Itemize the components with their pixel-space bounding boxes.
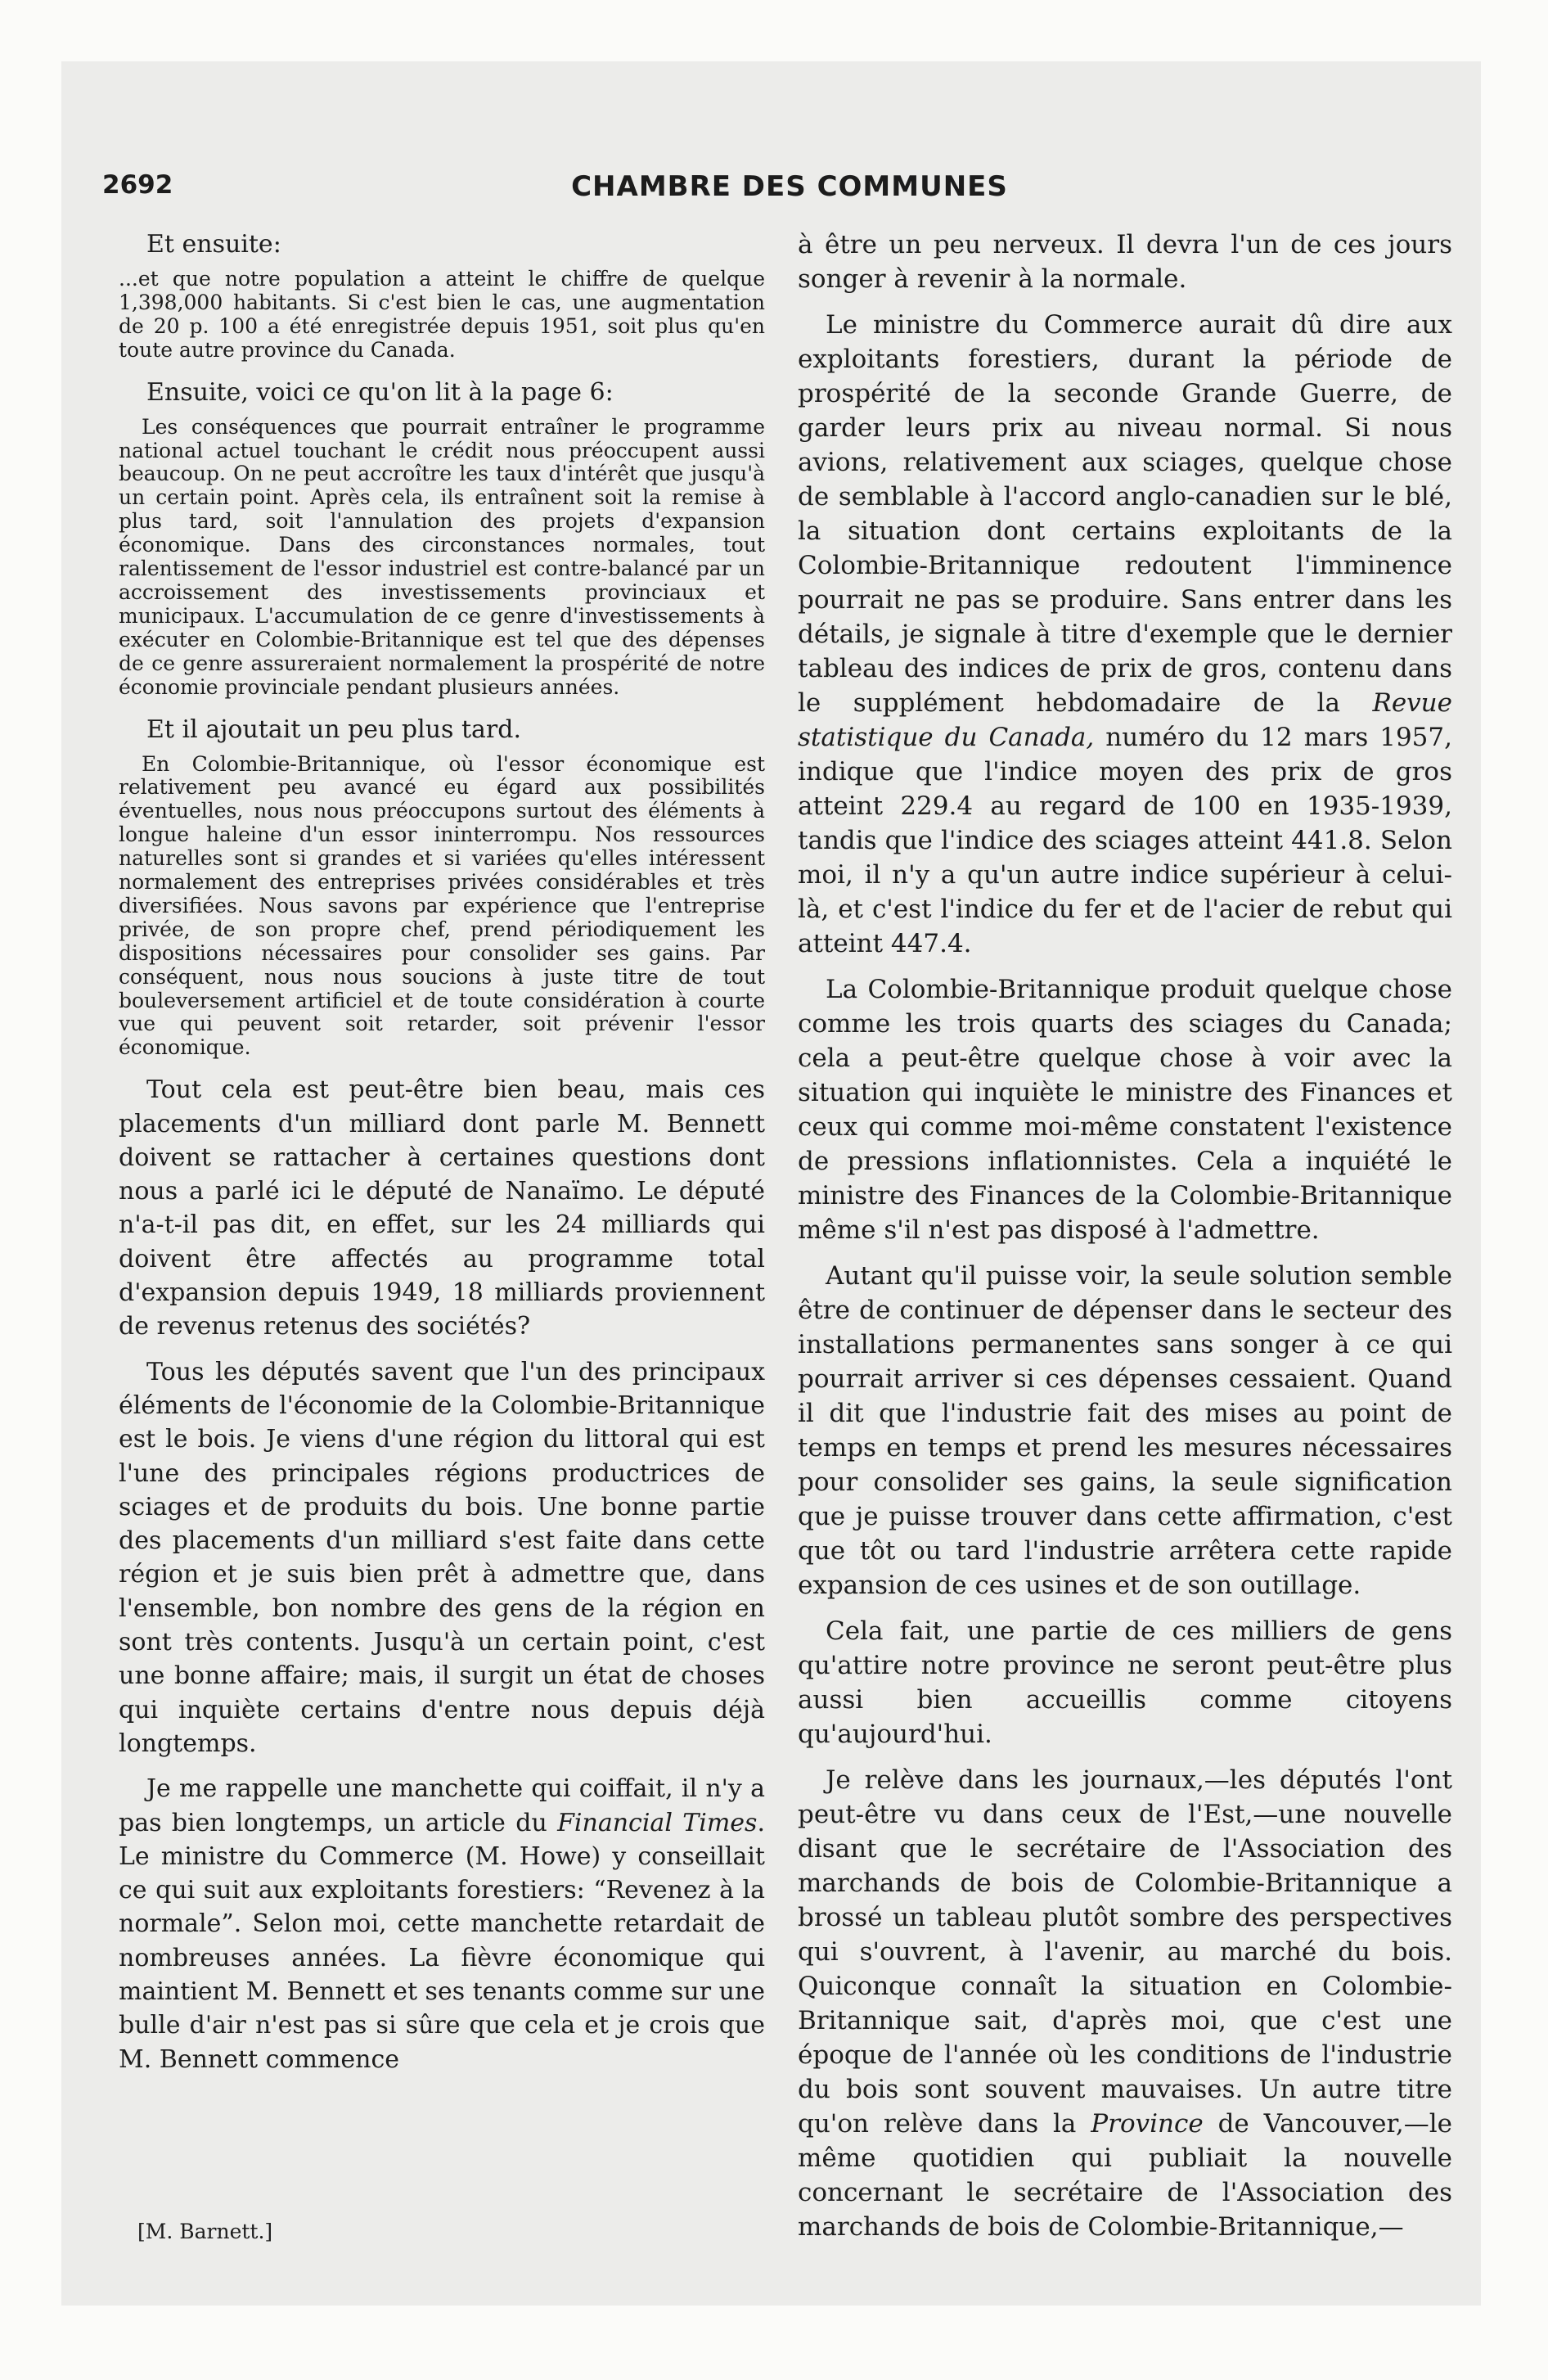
speaker-note: [M. Barnett.] — [137, 2220, 273, 2243]
paragraph: La Colombie-Britannique produit quelque chose comme les trois quarts des sciages du Canada; cela a peut-être quelque chose à voir avec la situation qui inquiète le ministre des Finances et ceux qui comme moi-même constatent l'existence de pressions inflationnistes. Cela a inquiété le ministre des Finances de la Colombie-Britannique même s'il n'est pas disposé à l'admettre. — [798, 975, 1452, 1245]
quotation: ...et que notre population a atteint le chiffre de quelque 1,398,000 habitants. Si c'est bien le cas, une augmentation de 20 p. 100 a été enregistrée depuis 1951, soit plus qu'en toute autre province du Canada. — [119, 267, 765, 362]
quotation — [119, 753, 765, 1061]
publication-title: Revue statistique du Canada, — [798, 688, 1452, 752]
paragraph: Et il ajoutait un peu plus tard. — [146, 714, 521, 744]
quotation — [119, 416, 765, 700]
running-head: CHAMBRE DES COMMUNES — [571, 170, 1008, 203]
paragraph: Et ensuite: — [146, 230, 281, 259]
page-header — [102, 170, 1444, 211]
paragraph: Tout cela est peut-être bien beau, mais ces placements d'un milliard dont parle M. Bennett doivent se rattacher à certaines questions dont nous a parlé ici le député de Nanaïmo. Le député n'a-t-il pas dit, en effet, sur les 24 milliards qui doivent être affectés au programme total d'expansion depuis 1949, 18 milliards proviennent de revenus retenus des sociétés? — [119, 1075, 765, 1341]
text-run: . Le ministre du Commerce (M. Howe) y conseillait ce qui suit aux exploitants forestiers: “Revenez à la normale”. Selon moi, cette manchette retardait de nombreuses années. La fièvre économique qui maintient M. Bennett et ses tenants comme sur une bulle d'air n'est pas si sûre que cela et je crois que M. Bennett commence — [119, 1808, 765, 2074]
quotation-text: Les conséquences que pourrait entraîner le programme national actuel touchant le crédit nous préoccupent aussi beaucoup. On ne peut accroître les taux d'intérêt que jusqu'à un certain point. Après cela, ils entraînent soit la remise à plus tard, soit l'annulation des projets d'expansion économique. Dans des circonstances normales, tout ralentissement de l'essor industriel est contre-balancé par un accroissement des investissements provinciaux et municipaux. L'accumulation de ce genre d'investissements à exécuter en Colombie-Britannique est tel que des dépenses de ce genre assureraient normalement la prospérité de notre économie provinciale pendant plusieurs années. — [119, 414, 765, 699]
publication-title: Province — [1091, 2109, 1204, 2139]
paragraph: à être un peu nerveux. Il devra l'un de ces jours songer à revenir à la normale. — [798, 230, 1452, 294]
paragraph — [119, 1772, 765, 2076]
right-column — [798, 228, 1452, 2256]
text-run: Je me rappelle une manchette qui coiffait, il n'y a pas bien longtemps, un article du — [119, 1774, 765, 1837]
paragraph — [798, 308, 1452, 961]
publication-title: Financial Times — [557, 1808, 758, 1837]
paragraph: Ensuite, voici ce qu'on lit à la page 6: — [146, 377, 614, 407]
paragraph: Autant qu'il puisse voir, la seule solution semble être de continuer de dépenser dans le secteur des installations permanentes sans songer à ce qui pourrait arriver si ces dépenses cessaient. Quand il dit que l'industrie fait des mises au point de temps en temps et prend les mesures nécessaires pour consolider ses gains, la seule signification que je puisse trouver dans cette affirmation, c'est que tôt ou tard l'industrie arrêtera cette rapide expansion de ces usines et de son outillage. — [798, 1261, 1452, 1600]
left-column — [119, 228, 765, 2088]
text-run: numéro du 12 mars 1957, indique que l'indice moyen des prix de gros atteint 229.4 au regard de 100 en 1935-1939, tandis que l'indice des sciages atteint 441.8. Selon moi, il n'y a qu'un autre indice supérieur à celui-là, et c'est l'indice du fer et de l'acier de rebut qui atteint 447.4. — [798, 723, 1452, 958]
paragraph: Cela fait, une partie de ces milliers de gens qu'attire notre province ne seront peut-être plus aussi bien accueillis comme citoyens qu'aujourd'hui. — [798, 1616, 1452, 1749]
paragraph: Tous les députés savent que l'un des principaux éléments de l'économie de la Colombie-Britannique est le bois. Je viens d'une région du littoral qui est l'une des principales régions productrices de sciages et de produits du bois. Une bonne partie des placements d'un milliard s'est faite dans cette région et je suis bien prêt à admettre que, dans l'ensemble, bon nombre des gens de la région en sont très contents. Jusqu'à un certain point, c'est une bonne affaire; mais, il surgit un état de choses qui inquiète certains d'entre nous depuis déjà longtemps. — [119, 1357, 765, 1758]
text-run: Je relève dans les journaux,—les députés l'ont peut-être vu dans ceux de l'Est,—une nouvelle disant que le secrétaire de l'Association des marchands de bois de Colombie-Britannique a brossé un tableau plutôt sombre des perspectives qui s'ouvrent, à l'avenir, au marché du bois. Quiconque connaît la situation en Colombie-Britannique sait, d'après moi, que c'est une époque de l'année où les conditions de l'industrie du bois sont souvent mauvaises. Un autre titre qu'on relève dans la — [798, 1765, 1452, 2139]
text-run: Le ministre du Commerce aurait dû dire aux exploitants forestiers, durant la période de prospérité de la seconde Grande Guerre, de garder leurs prix au niveau normal. Si nous avions, relativement aux sciages, quelque chose de semblable à l'accord anglo-canadien sur le blé, la situation dont certains exploitants de la Colombie-Britannique redoutent l'imminence pourrait ne pas se produire. Sans entrer dans les détails, je signale à titre d'exemple que le dernier tableau des indices de prix de gros, contenu dans le supplément hebdomadaire de la — [798, 310, 1452, 718]
paragraph — [798, 1763, 1452, 2244]
page-number: 2692 — [102, 170, 173, 200]
quotation-text: En Colombie-Britannique, où l'essor économique est relativement peu avancé eu égard aux possibilités éventuelles, nous nous préoccupons surtout des éléments à longue haleine d'un essor ininterrompu. Nos ressources naturelles sont si grandes et si variées qu'elles intéressent normalement des entreprises privées considérables et très diversifiées. Nous savons par expérience que l'entreprise privée, de son propre chef, prend périodiquement les dispositions nécessaires pour consolider ses gains. Par conséquent, nous nous soucions à juste titre de tout bouleversement artificiel et de toute considération à courte vue qui peuvent soit retarder, soit prévenir l'essor économique. — [119, 751, 765, 1060]
text-run: de Vancouver,—le même quotidien qui publiait la nouvelle concernant le secrétaire de l'Association des marchands de bois de Colombie-Britannique,— — [798, 2109, 1453, 2242]
